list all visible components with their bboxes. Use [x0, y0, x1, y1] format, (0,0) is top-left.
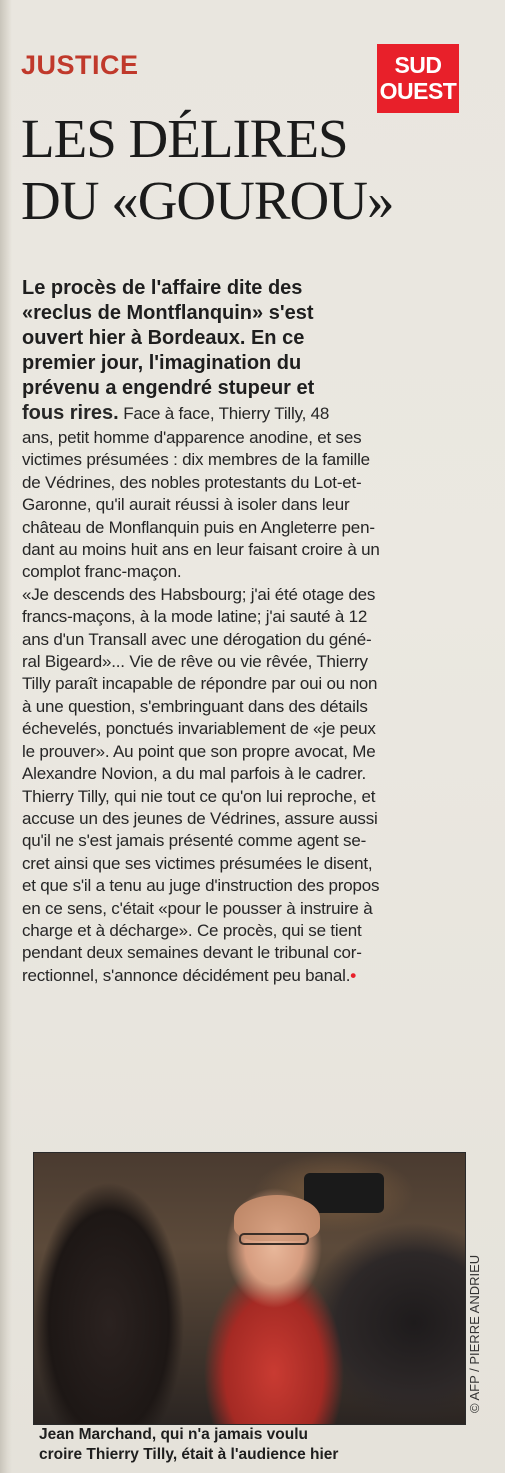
logo-line-2: OUEST — [379, 78, 457, 104]
body-line: complot franc-maçon. — [22, 562, 182, 582]
lead-line: premier jour, l'imagination du — [22, 352, 302, 374]
body-start: Face à face, Thierry Tilly, 48 — [118, 404, 330, 423]
body-line: ans, petit homme d'apparence anodine, et ses — [22, 428, 362, 447]
caption-line-1: Jean Marchand, qui n'a jamais voulu — [39, 1426, 308, 1443]
body-line: échevelés, ponctués invariablement de «je peux — [22, 719, 376, 739]
body-line: et que s'il a tenu au juge d'instruction des propos — [22, 876, 380, 896]
body-line: «Je descends des Habsbourg; j'ai été otage des — [22, 584, 376, 604]
body-line-last — [22, 965, 459, 987]
article-lead — [22, 276, 459, 401]
photo-glasses-shape — [239, 1233, 309, 1245]
body-line: francs-maçons, à la mode latine; j'ai sauté à 12 — [22, 607, 368, 627]
body-line: ans d'un Transall avec une dérogation du géné- — [22, 629, 372, 649]
body-line: Tilly paraît incapable de répondre par oui ou non — [22, 674, 378, 694]
headline-line-1: LES DÉLIRES — [21, 108, 348, 169]
body-line: accuse un des jeunes de Védrines, assure aussi — [22, 808, 378, 828]
body-line: charge et à décharge». Ce procès, qui se tient — [22, 920, 362, 940]
lead-transition-line — [22, 401, 459, 427]
photo-camera-shape — [304, 1173, 384, 1213]
body-line: château de Monflanquin puis en Angleterre pen- — [22, 517, 375, 537]
section-rubric: JUSTICE — [21, 50, 139, 80]
headline-line-2: DU «GOUROU» — [21, 170, 394, 231]
sud-ouest-logo — [377, 44, 459, 113]
article-photo — [33, 1152, 466, 1425]
lead-line: ouvert hier à Bordeaux. En ce — [22, 327, 305, 349]
body-line: à une question, s'embringuant dans des détails — [22, 696, 368, 716]
body-line: Thierry Tilly, qui nie tout ce qu'on lui reproche, et — [22, 786, 376, 806]
body-line: ral Bigeard»... Vie de rêve ou vie rêvée, Thierry — [22, 652, 368, 672]
body-lines — [22, 427, 459, 987]
article-body — [22, 276, 459, 987]
body-line: pendant deux semaines devant le tribunal cor- — [22, 943, 362, 963]
body-line: cret ainsi que ses victimes présumées le disent, — [22, 853, 373, 873]
body-line-last-text: rectionnel, s'annonce décidément peu banal. — [22, 965, 351, 985]
body-line: de Védrines, des nobles protestants du Lot-et- — [22, 472, 362, 492]
lead-end: fous rires. — [22, 402, 119, 424]
article-headline — [21, 108, 481, 232]
body-line: Alexandre Novion, a du mal parfois à le cadrer. — [22, 764, 367, 784]
body-line: le prouver». Au point que son propre avocat, Me — [22, 741, 376, 761]
body-line: Garonne, qu'il aurait réussi à isoler dans leur — [22, 495, 350, 515]
photo-credit: © AFP / PIERRE ANDRIEU — [467, 1254, 482, 1413]
lead-line: «reclus de Montflanquin» s'est — [22, 302, 314, 324]
body-line: victimes présumées : dix membres de la famille — [22, 450, 370, 470]
logo-line-1: SUD — [394, 52, 442, 78]
photo-caption — [39, 1425, 479, 1465]
end-mark: • — [350, 965, 357, 985]
body-line: qu'il ne s'est jamais présenté comme agent se- — [22, 831, 367, 851]
body-line: en ce sens, c'était «pour le pousser à instruire à — [22, 898, 373, 918]
lead-line: Le procès de l'affaire dite des — [22, 277, 303, 299]
page-edge-shadow — [0, 0, 12, 1473]
body-line: dant au moins huit ans en leur faisant croire à un — [22, 540, 380, 560]
caption-line-2: croire Thierry Tilly, était à l'audience hier — [39, 1446, 339, 1463]
lead-line: prévenu a engendré stupeur et — [22, 377, 315, 399]
